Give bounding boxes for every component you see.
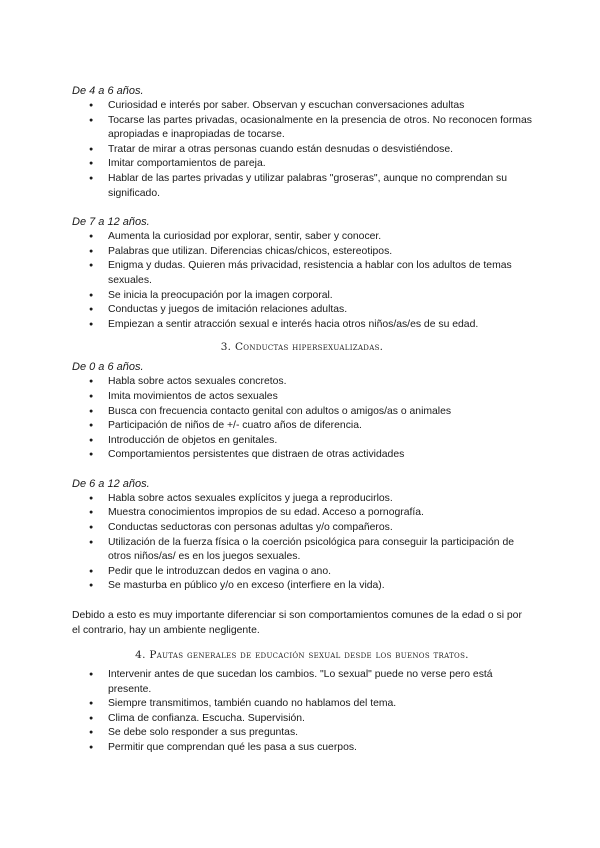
document-page <box>72 84 532 756</box>
list-item: ● Clima de confianza. Escucha. Supervisión. <box>72 712 532 727</box>
section-title-4-6: De 4 a 6 años. <box>72 85 144 97</box>
list-item: ● Permitir que comprendan qué les pasa a sus cuerpos. <box>72 741 532 756</box>
list-item: ● Enigma y dudas. Quieren más privacidad, resistencia a hablar con los adultos de temas sexuales. <box>72 259 532 288</box>
list-item: ● Busca con frecuencia contacto genital con adultos o amigos/as o animales <box>72 405 532 420</box>
list-item: ● Intervenir antes de que sucedan los cambios. "Lo sexual" puede no verse pero está presente. <box>72 668 532 697</box>
list-item: ● Habla sobre actos sexuales explícitos y juega a reproducirlos. <box>72 492 532 507</box>
list-item: ● Participación de niños de +/- cuatro años de diferencia. <box>72 419 532 434</box>
list-item: ● Conductas y juegos de imitación relaciones adultas. <box>72 303 532 318</box>
list-item: ● Habla sobre actos sexuales concretos. <box>72 375 532 390</box>
section-title-0-6: De 0 a 6 años. <box>72 361 144 374</box>
conclusion-paragraph: Debido a esto es muy importante diferenciar si son comportamientos comunes de la edad o si por el contrario, hay un ambiente negligente. <box>72 610 522 637</box>
list-item: ● Imitar comportamientos de pareja. <box>72 157 532 172</box>
list-item: ● Se masturba en público y/o en exceso (interfiere en la vida). <box>72 579 532 594</box>
list-item: ● Tocarse las partes privadas, ocasionalmente en la presencia de otros. No reconocen formas apropiadas e inapropiadas de tocarse. <box>72 114 532 143</box>
list-6-12 <box>72 492 532 594</box>
list-item: ● Utilización de la fuerza física o la coerción psicológica para conseguir la participación de otros niños/as/ es en los juegos sexuales. <box>72 536 532 565</box>
section-title-6-12: De 6 a 12 años. <box>72 477 150 490</box>
heading-pautas-generales: 4. Pautas generales de educación sexual desde los buenos tratos. <box>135 649 469 662</box>
list-7-12 <box>72 230 532 332</box>
list-pautas <box>72 668 532 756</box>
list-item: ● Curiosidad e interés por saber. Observan y escuchan conversaciones adultas <box>72 99 532 114</box>
list-item: ● Palabras que utilizan. Diferencias chicas/chicos, estereotipos. <box>72 245 532 260</box>
list-0-6 <box>72 375 532 463</box>
list-item: ● Tratar de mirar a otras personas cuando están desnudas o desvistiéndose. <box>72 143 532 158</box>
list-item: ● Pedir que le introduzcan dedos en vagina o ano. <box>72 565 532 580</box>
section-title-7-12: De 7 a 12 años. <box>72 216 150 229</box>
list-item: ● Muestra conocimientos impropios de su edad. Acceso a pornografía. <box>72 506 532 521</box>
list-item: ● Aumenta la curiosidad por explorar, sentir, saber y conocer. <box>72 230 532 245</box>
list-item: ● Hablar de las partes privadas y utilizar palabras "groseras", aunque no comprendan su significado. <box>72 172 532 201</box>
list-item: ● Se debe solo responder a sus preguntas. <box>72 726 532 741</box>
list-item: ● Siempre transmitimos, también cuando no hablamos del tema. <box>72 697 532 712</box>
list-item: ● Empiezan a sentir atracción sexual e interés hacia otros niños/as/es de su edad. <box>72 318 532 333</box>
list-item: ● Conductas seductoras con personas adultas y/o compañeros. <box>72 521 532 536</box>
heading-hipersexualizadas: 3. Conductas hipersexualizadas. <box>220 341 384 354</box>
list-item: ● Comportamientos persistentes que distraen de otras actividades <box>72 448 532 463</box>
list-item: ● Introducción de objetos en genitales. <box>72 434 532 449</box>
list-item: ● Se inicia la preocupación por la imagen corporal. <box>72 289 532 304</box>
list-4-6 <box>72 99 532 201</box>
list-item: ● Imita movimientos de actos sexuales <box>72 390 532 405</box>
